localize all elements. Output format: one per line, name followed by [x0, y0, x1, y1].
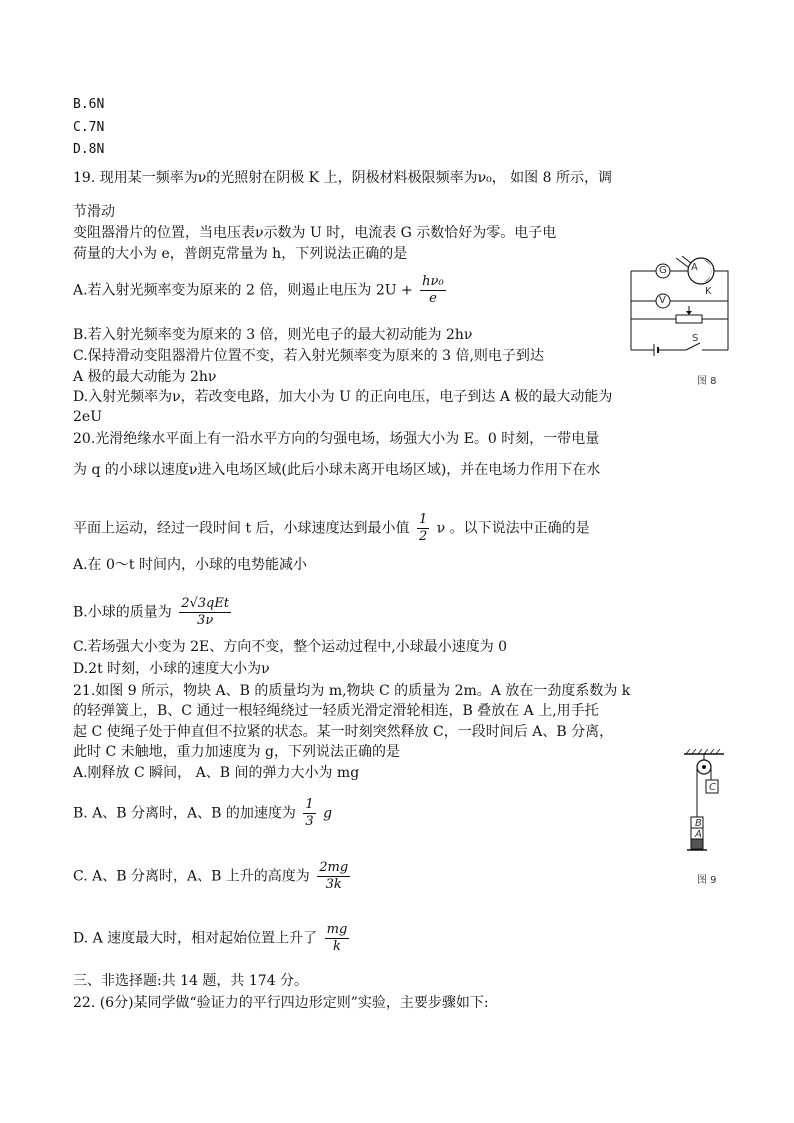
q21-option-c-numerator: 2mg: [319, 860, 349, 875]
figure-8-label-v: V: [659, 295, 666, 306]
q20-stem-line3: [73, 512, 590, 545]
q20-option-b-fraction: [179, 596, 231, 629]
q21-option-d: [73, 922, 352, 955]
q20-stem-numerator: 1: [418, 512, 428, 527]
q21-stem-line3: 起 C 使绳子处于伸直但不拉紧的状态。某一时刻突然释放 C，一段时间后 A、B 分离，: [73, 724, 614, 740]
figure-8-label-g: G: [659, 265, 667, 276]
figure-8-label-s: S: [692, 333, 699, 344]
q20-stem-fraction: [417, 512, 429, 545]
q20-stem-line2: 为 q 的小球以速度ν进入电场区域(此后小球未离开电场区域)，并在电场力作用下在水: [73, 462, 601, 478]
q19-stem-line1: 19. 现用某一频率为ν的光照射在阴极 K 上，阴极材料极限频率为ν₀， 如图 8 所示，调: [73, 170, 612, 186]
q20-option-c: C.若场强大小变为 2E、方向不变，整个运动过程中,小球最小速度为 0: [73, 639, 508, 655]
q21-option-c: [73, 860, 353, 893]
q21-option-b-numerator: 1: [305, 797, 314, 812]
q21-stem-line2: 的轻弹簧上，B、C 通过一根轻绳绕过一轻质光滑定滑轮相连，B 叠放在 A 上,用手托: [73, 703, 599, 719]
figure-8-label-k: K: [705, 286, 712, 297]
q21-option-d-denominator: k: [333, 939, 341, 954]
q20-stem-line1: 20.光滑绝缘水平面上有一沿水平方向的匀强电场，场强大小为 E。0 时刻，一带电量: [73, 431, 600, 447]
q20-stem-text: 平面上运动，经过一段时间 t 后，小球速度达到最小值: [73, 520, 410, 537]
q19-option-a: [73, 274, 449, 307]
q21-option-d-numerator: mg: [326, 922, 348, 937]
q21-option-b-denominator: 3: [305, 814, 314, 829]
q21-option-d-text: D. A 速度最大时，相对起始位置上升了: [73, 930, 318, 947]
figure-9-pulley: [682, 748, 726, 858]
q21-option-d-fraction: [325, 922, 350, 955]
q21-option-b-fraction: [303, 797, 315, 830]
q18-option-b: B.6N: [73, 97, 105, 112]
q21-stem-line1: 21.如图 9 所示，物块 A、B 的质量均为 m,物块 C 的质量为 2m。A 放在一劲度系数为 k: [73, 683, 631, 699]
q19-option-a-denominator: e: [429, 291, 437, 306]
q20-option-b-denominator: 3ν: [197, 613, 214, 628]
q19-option-d-line2: 2eU: [73, 409, 102, 425]
q20-option-a: A.在 0～t 时间内，小球的电势能减小: [73, 557, 307, 573]
q19-option-c-line1: C.保持滑动变阻器滑片位置不变，若入射光频率变为原来的 3 倍,则电子到达: [73, 348, 544, 364]
q19-stem-line2: 节滑动: [73, 204, 115, 220]
q19-option-a-text: A.若入射光频率变为原来的 2 倍，则遏止电压为 2U +: [73, 282, 413, 299]
q19-option-a-numerator: hν₀: [422, 274, 444, 289]
figure-9-caption: 图 9: [697, 875, 717, 886]
q19-option-c-line2: A 极的最大动能为 2hν: [73, 369, 217, 385]
q22-stem: 22. (6分)某同学做“验证力的平行四边形定则”实验，主要步骤如下:: [73, 995, 489, 1011]
q19-option-d-line1: D.入射光频率为ν，若改变电路，加大小为 U 的正向电压，电子到达 A 极的最大动能为: [73, 389, 613, 405]
q20-option-d: D.2t 时刻，小球的速度大小为ν: [73, 661, 270, 677]
q21-stem-line4: 此时 C 未触地，重力加速度为 g，下列说法正确的是: [73, 744, 401, 760]
q18-option-c: C.7N: [73, 120, 105, 135]
figure-9-label-b: B: [695, 818, 702, 829]
q20-option-b: [73, 596, 234, 629]
q20-stem-denominator: 2: [418, 529, 428, 544]
q21-option-c-text: C. A、B 分离时，A、B 上升的高度为: [73, 868, 310, 885]
q19-stem-line3: 变阻器滑片的位置，当电压表ν示数为 U 时，电流表 G 示数恰好为零。电子电: [73, 225, 557, 241]
q19-option-a-fraction: [420, 274, 446, 307]
q20-stem-tail: ν 。以下说法中正确的是: [436, 520, 590, 537]
section-3-heading: 三、非选择题:共 14 题，共 174 分。: [73, 973, 309, 989]
q21-option-b-text: B. A、B 分离时，A、B 的加速度为: [73, 805, 296, 822]
q21-option-c-fraction: [317, 860, 350, 893]
figure-8-circuit: [626, 256, 736, 378]
q20-option-b-text: B.小球的质量为: [73, 604, 172, 621]
q21-option-a: A.刚释放 C 瞬间， A、B 间的弹力大小为 mg: [73, 765, 360, 781]
q21-option-c-denominator: 3k: [325, 877, 342, 892]
q21-option-b-tail: g: [323, 805, 333, 822]
q19-option-b: B.若入射光频率变为原来的 3 倍，则光电子的最大初动能为 2hν: [73, 327, 473, 343]
figure-9-label-c: C: [709, 782, 716, 793]
figure-9-label-a: A: [695, 829, 702, 840]
q19-stem-line4: 荷量的大小为 e，普朗克常量为 h，下列说法正确的是: [73, 246, 408, 262]
figure-8-caption: 图 8: [697, 376, 717, 387]
figure-8-label-a: A: [691, 262, 698, 273]
q18-option-d: D.8N: [73, 142, 105, 157]
q20-option-b-numerator: 2√3qEt: [181, 596, 230, 611]
q21-option-b: [73, 797, 332, 830]
